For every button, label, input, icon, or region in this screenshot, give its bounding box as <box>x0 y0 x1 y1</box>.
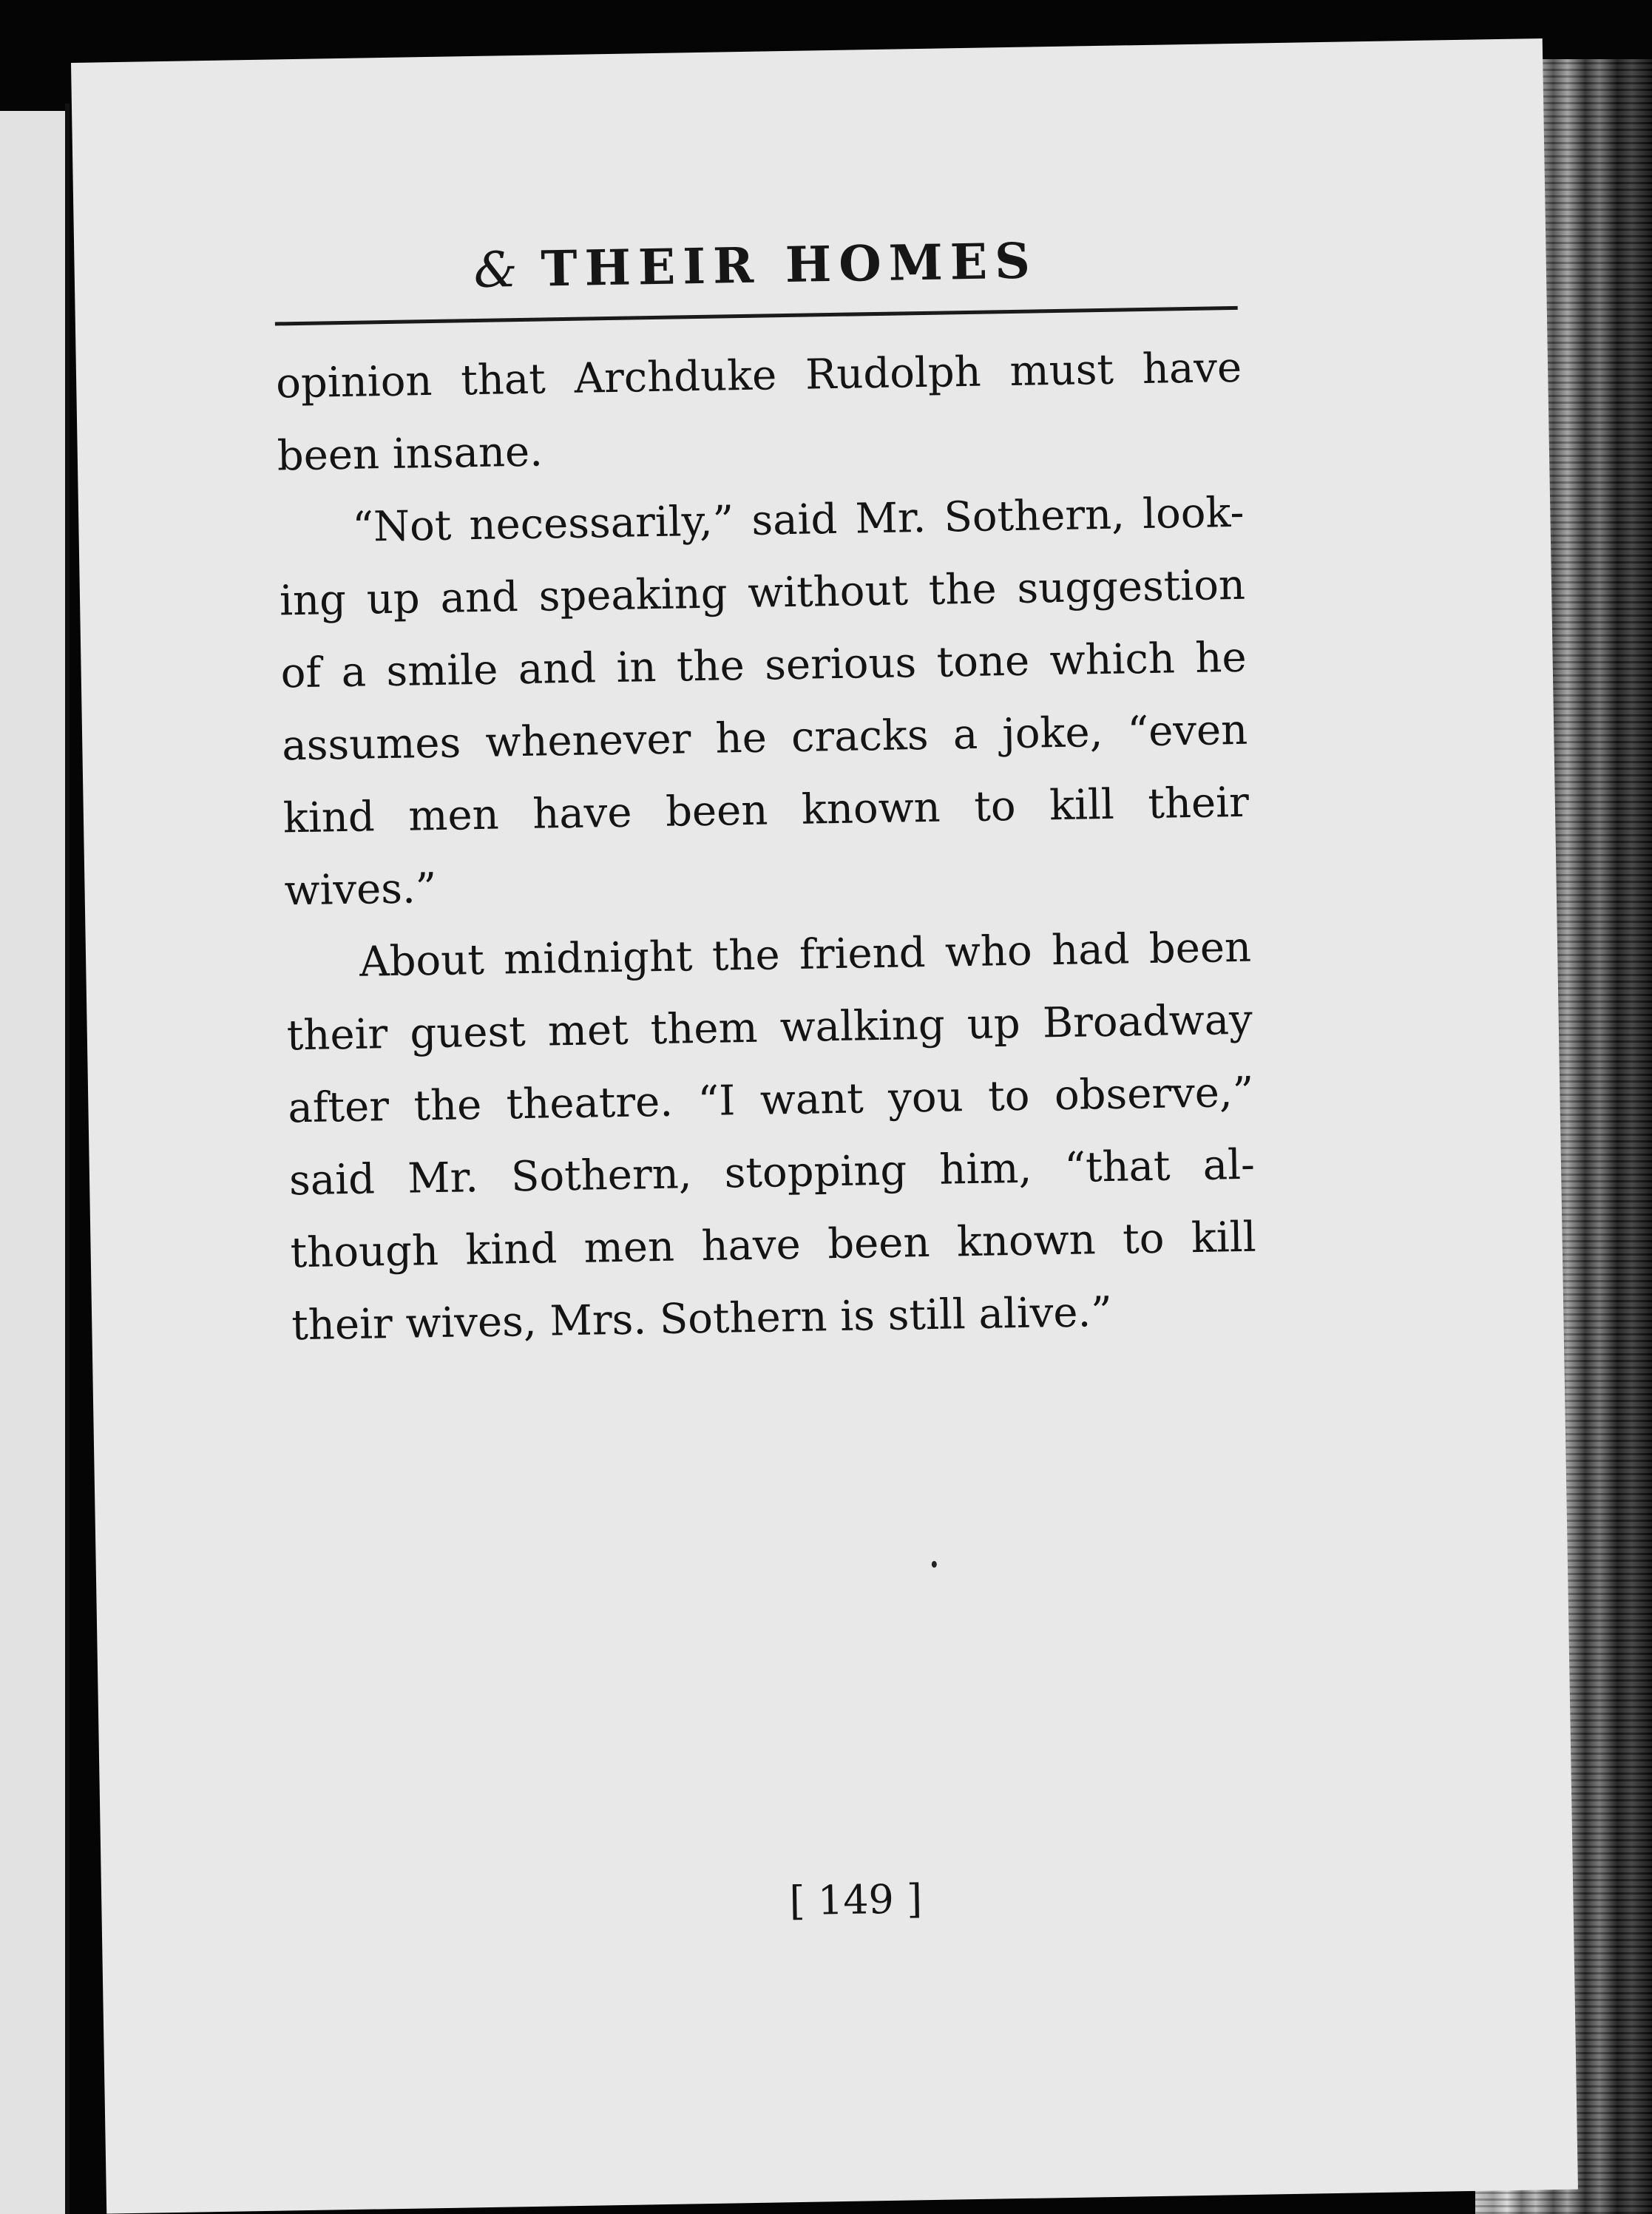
text-line: About midnight the friend who had been <box>359 923 1252 986</box>
running-head <box>473 230 1140 299</box>
text-line: their guest met them walking up Broadway <box>286 995 1253 1060</box>
page-number: [ 149 ] <box>789 1875 923 1925</box>
text-line: their wives, Mrs. Sothern is still alive.” <box>291 1287 1113 1350</box>
facing-page-edge <box>0 111 65 2214</box>
text-line: kind men have been known to kill their <box>282 778 1250 843</box>
text-line: said Mr. Sothern, stopping him, “that al- <box>288 1140 1256 1205</box>
ink-speck <box>932 1561 937 1568</box>
header-rule <box>275 306 1238 326</box>
text-line: “Not necessarily,” said Mr. Sothern, look- <box>351 488 1245 552</box>
ampersand-ornament: & <box>473 241 518 299</box>
text-line: been insane. <box>277 427 544 481</box>
text-line: assumes whenever he cracks a joke, “even <box>281 705 1248 771</box>
text-line: opinion that Archduke Rudolph must have <box>275 343 1242 408</box>
book-page <box>71 38 1578 2214</box>
book-gutter <box>65 104 70 2214</box>
text-line: ing up and speaking without the suggestion <box>279 561 1246 626</box>
running-head-title: THEIR HOMES <box>540 231 1038 298</box>
text-line: though kind men have been known to kill <box>290 1213 1257 1278</box>
text-line: of a smile and in the serious tone which he <box>280 633 1248 698</box>
body-text <box>275 332 1258 1362</box>
text-line: wives.” <box>284 864 437 915</box>
text-line: after the theatre. “I want you to observe,” <box>287 1068 1254 1133</box>
